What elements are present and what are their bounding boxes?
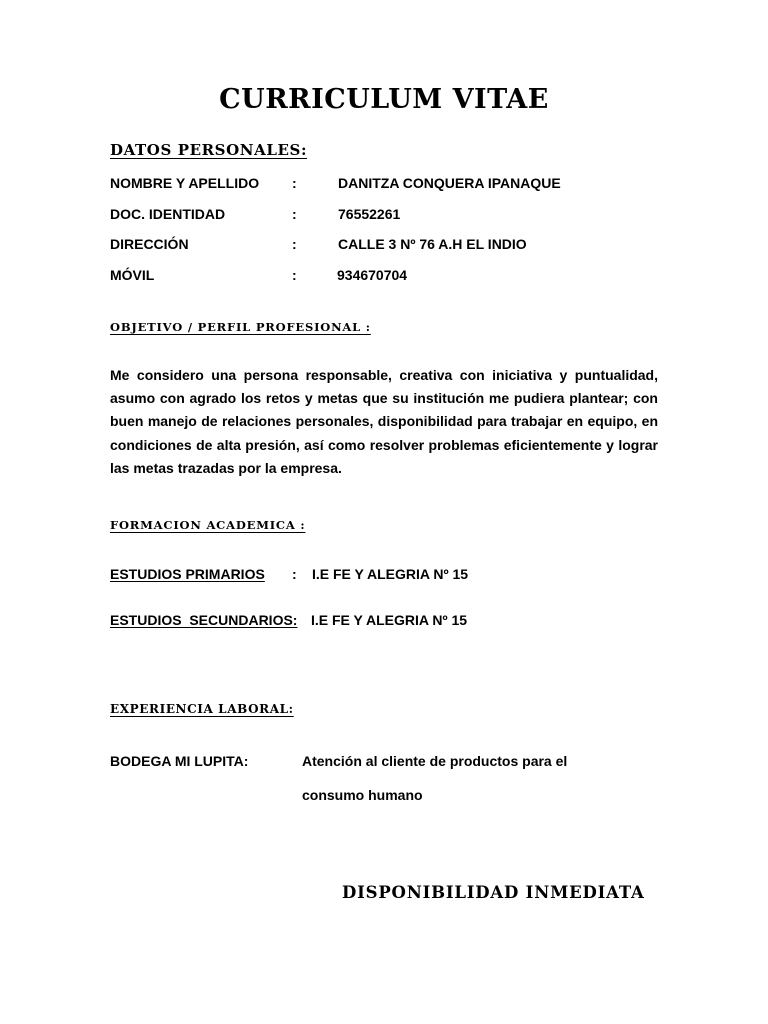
id-colon: : — [292, 206, 297, 222]
personal-data-heading: DATOS PERSONALES: — [110, 141, 308, 159]
id-label: DOC. IDENTIDAD — [110, 206, 226, 222]
objective-heading: OBJETIVO / PERFIL PROFESIONAL : — [110, 320, 371, 334]
mobile-label: MÓVIL — [110, 267, 155, 283]
secondary-studies-label: ESTUDIOS SECUNDARIOS: — [110, 612, 298, 628]
name-colon: : — [292, 175, 297, 191]
address-label: DIRECCIÓN — [110, 236, 189, 252]
mobile-value: 934670704 — [337, 267, 408, 283]
primary-studies-value: I.E FE Y ALEGRIA Nº 15 — [312, 566, 469, 582]
primary-studies-colon: : — [292, 566, 297, 582]
name-value: DANITZA CONQUERA IPANAQUE — [338, 175, 561, 191]
primary-studies-label: ESTUDIOS PRIMARIOS — [110, 566, 265, 582]
objective-paragraph: Me considero una persona responsable, creativa con iniciativa y puntualidad, asumo con agrado los retos y metas que su institución me pudiera plantear; con buen manejo de relaciones personales, disponibilidad para trabajar en equipo, en condiciones de alta presión, así como resolver problemas eficientemente y lograr las metas trazadas por la empresa. — [110, 367, 658, 476]
address-value: CALLE 3 Nº 76 A.H EL INDIO — [338, 236, 527, 252]
availability-note: DISPONIBILIDAD INMEDIATA — [342, 883, 645, 902]
id-value: 76552261 — [338, 206, 401, 222]
name-label: NOMBRE Y APELLIDO — [110, 175, 260, 191]
experience-heading: EXPERIENCIA LABORAL: — [110, 702, 294, 716]
education-heading: FORMACION ACADEMICA : — [110, 518, 306, 532]
document-title: CURRICULUM VITAE — [219, 84, 549, 115]
experience-description: Atención al cliente de productos para el consumo humano — [302, 753, 568, 803]
address-colon: : — [292, 236, 297, 252]
mobile-colon: : — [292, 267, 297, 283]
secondary-studies-value: I.E FE Y ALEGRIA Nº 15 — [311, 612, 468, 628]
experience-company: BODEGA MI LUPITA: — [110, 753, 249, 769]
